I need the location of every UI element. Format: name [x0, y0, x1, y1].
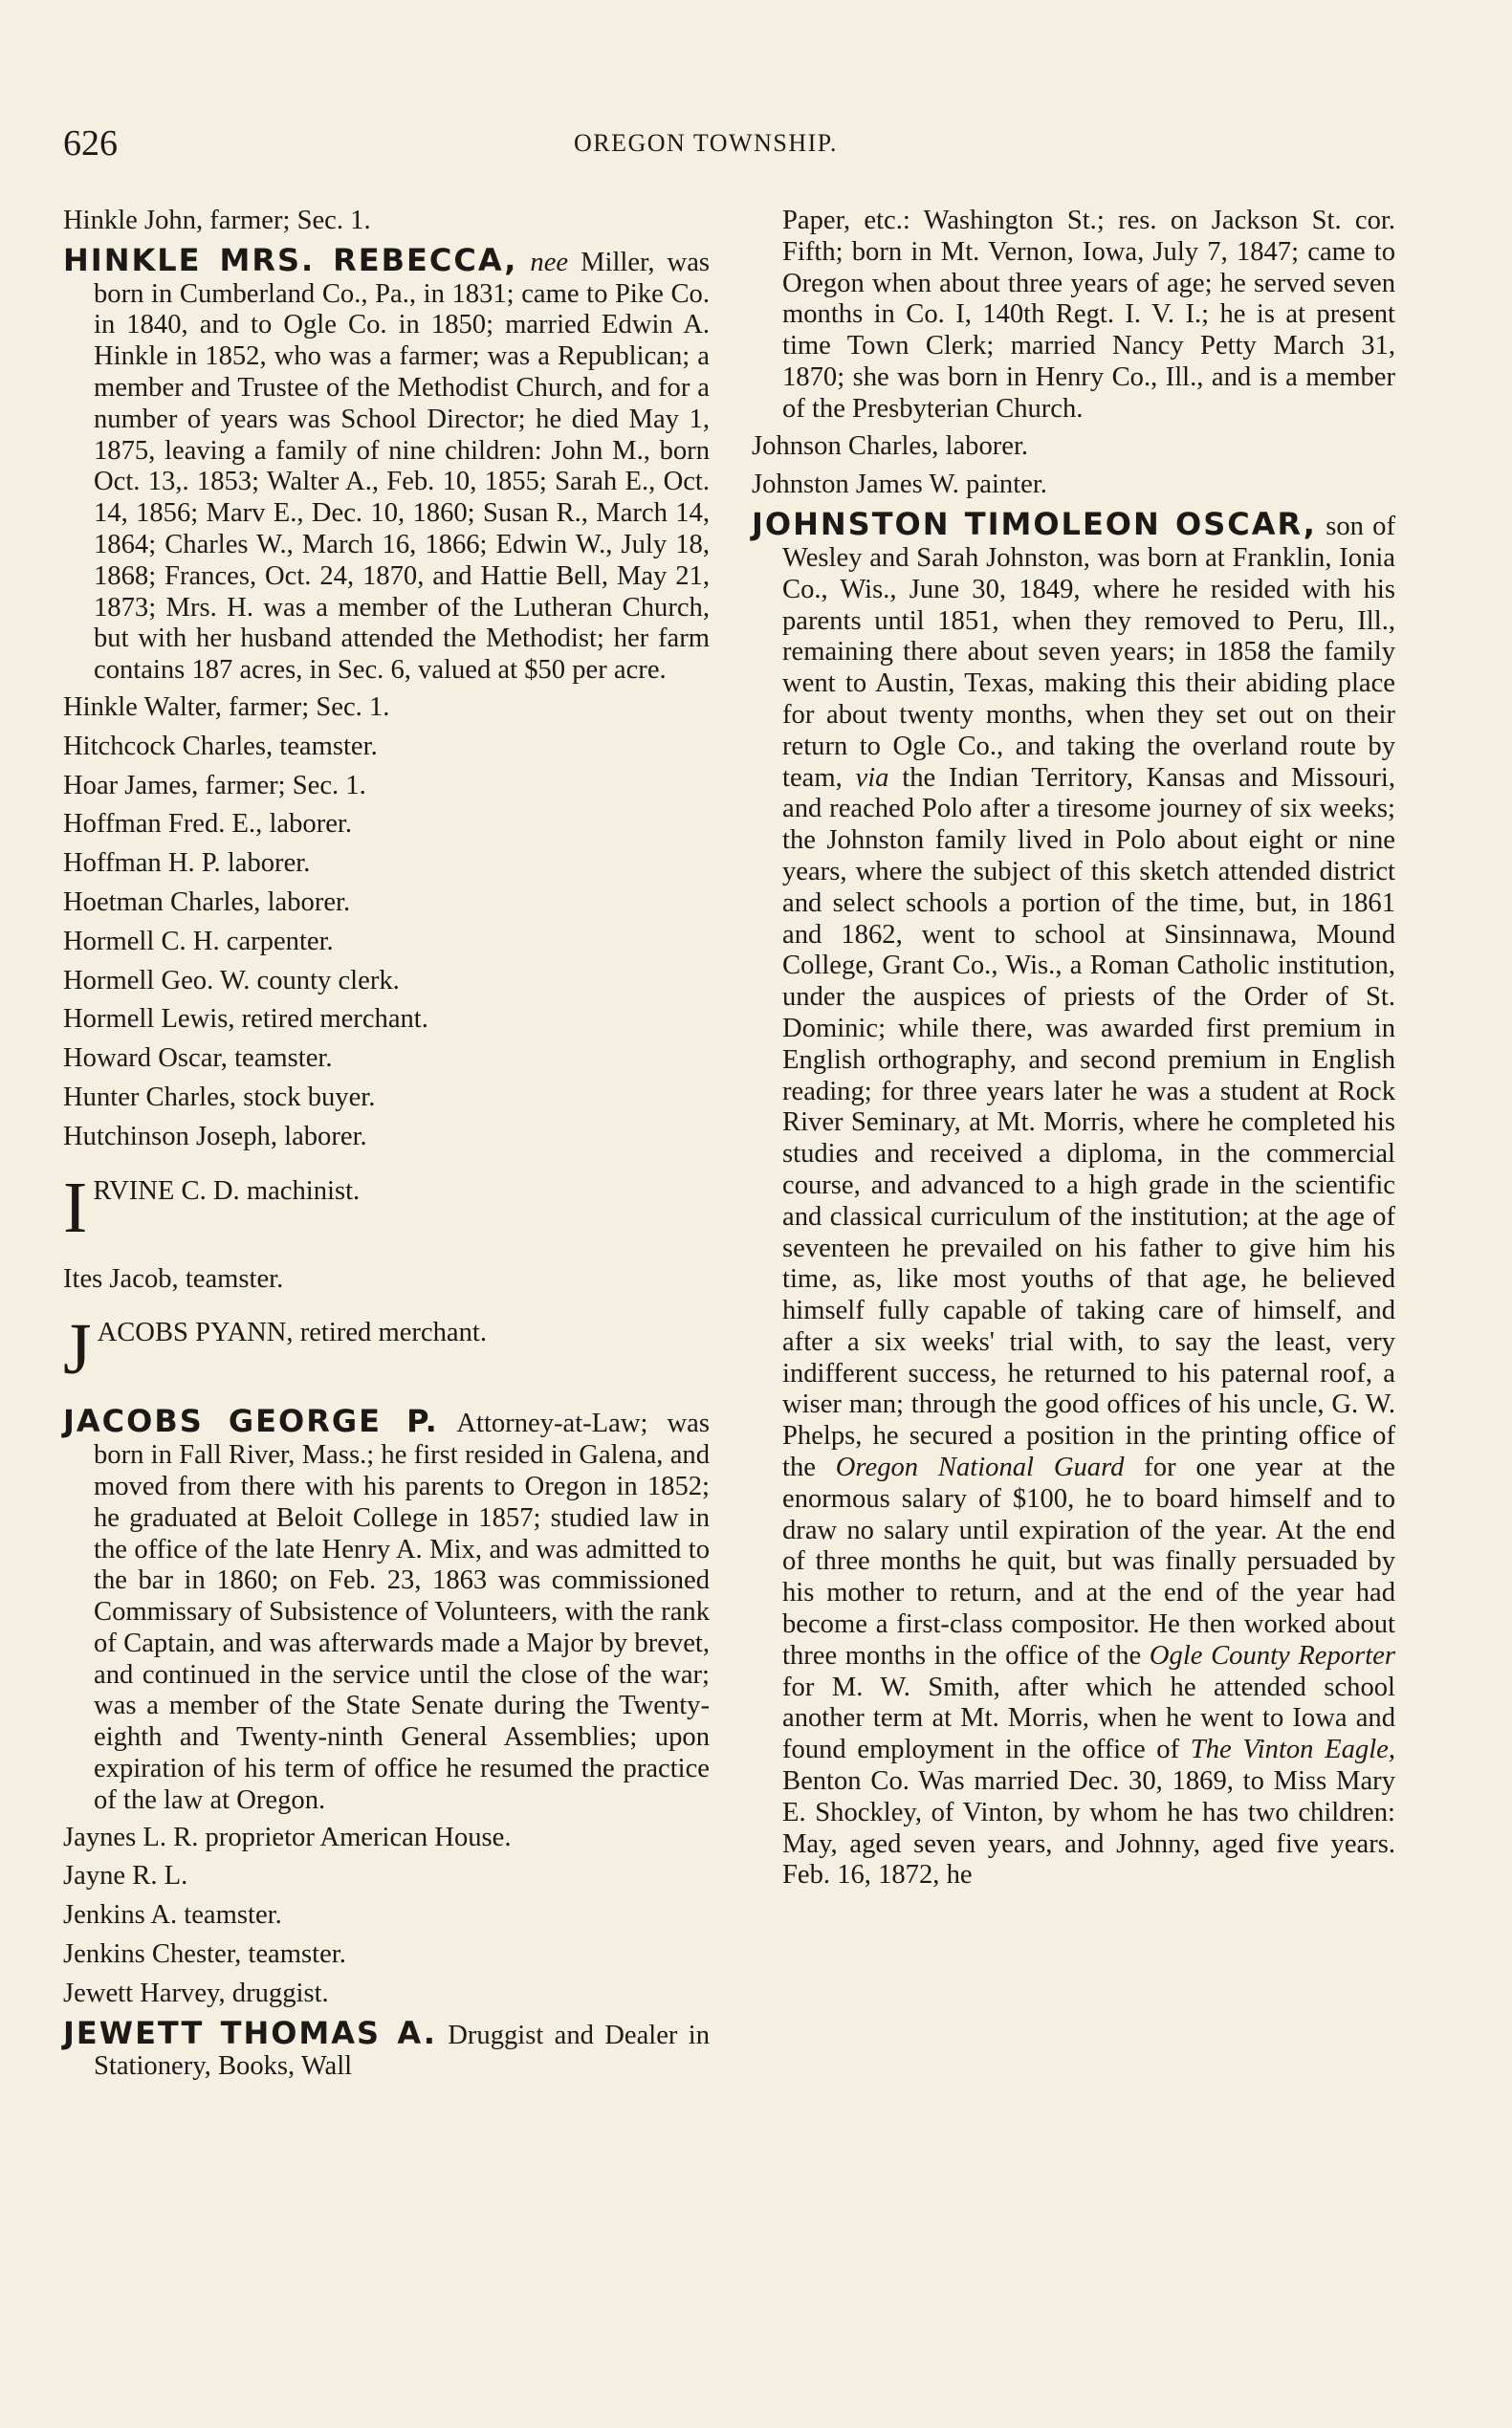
newspaper-title: The Vinton Eagle,	[1190, 1735, 1395, 1765]
newspaper-title: Ogle County Reporter	[1149, 1640, 1395, 1671]
entry-name: JOHNSTON TIMOLEON OSCAR,	[752, 506, 1317, 543]
italic-word: via	[855, 762, 889, 793]
list-item: Hormell Lewis, retired merchant.	[63, 1004, 428, 1035]
running-head: OREGON TOWNSHIP.	[574, 129, 838, 157]
list-item: Hormell Geo. W. county clerk.	[63, 965, 400, 995]
entry-name: JEWETT THOMAS A.	[63, 2014, 437, 2051]
entry-jewett-thomas-continued: Paper, etc.: Washington St.; res. on Jackson St. cor. Fifth; born in Mt. Vernon, Iowa, July 7, 1847; came to Oregon when about three years of age; he served seven months in Co. I, 140th Regt. I. V. I.; he is at present time Town Clerk; married Nancy Petty March 31, 1870; she was born in Henry Co., Ill., and is a member of the Presbyterian Church.	[782, 206, 1395, 424]
entry-johnson-charles: Johnson Charles, laborer.	[752, 430, 1029, 461]
left-column	[63, 206, 710, 2089]
newspaper-title: Oregon National Guard	[835, 1453, 1125, 1483]
list-item: Howard Oscar, teamster.	[63, 1043, 333, 1074]
list-item: Hoffman H. P. laborer.	[63, 848, 311, 879]
list-item: Jewett Harvey, druggist.	[63, 1978, 329, 2008]
list-item: Hinkle Walter, farmer; Sec. 1.	[63, 691, 390, 722]
list-item: Jenkins A. teamster.	[63, 1900, 282, 1931]
page-header	[63, 115, 1392, 172]
entry-text: Benton Co. Was married Dec. 30, 1869, to Miss Mary E. Shockley, of Vinton, by whom he has two children: May, aged seven years, and Johnny, aged five years. Feb. 16, 1872, he	[782, 1766, 1395, 1891]
entry-text: the Indian Territory, Kansas and Missouri, and reached Polo after a tiresome journey of six weeks; the Johnston family lived in Polo about eight or nine years, where the subject of this sketch attended district and select schools a portion of the time, but, in 1861 and 1862, went to school at Sinsinnawa, Mound College, Grant Co., Wis., a Roman Catholic institution, under the auspices of priests of the Order of St. Dominic; while there, was awarded first premium in English orthography, and second premium in English reading; for three years later he was a student at Rock River Seminary, at Mt. Morris, where he completed his studies and received a diploma, in the commercial course, and advanced to a high grade in the scientific and classical curriculum of the institution; at the age of seventeen he prevailed on his father to give him his time, as, like most youths of that age, he believed himself fully capable of taking care of himself, and after a six weeks' trial with, to say the least, very indifferent success, he returned to his paternal roof, a wiser man; through the good offices of his uncle, G. W. Phelps, he secured a position in the printing office of the	[782, 762, 1395, 1483]
entry-text: for one year at the enormous salary of $100, he to board himself and to draw no salary until expiration of the year. At the end of three months he quit, but was finally persuaded by his mother to return, and at the end of the year had become a first-class compositor. He then worked about three months in the office of the	[782, 1453, 1395, 1671]
entry-johnston-james: Johnston James W. painter.	[752, 470, 1047, 500]
entry-hinkle-john: Hinkle John, farmer; Sec. 1.	[63, 206, 371, 235]
list-item: Jayne R. L.	[63, 1861, 188, 1892]
list-item: Hoffman Fred. E., laborer.	[63, 809, 353, 840]
entry-ites: Ites Jacob, teamster.	[63, 1263, 284, 1294]
entry-name: HINKLE MRS. REBECCA,	[63, 241, 518, 278]
list-item: Hitchcock Charles, teamster.	[63, 731, 378, 761]
entry-text: for M. W. Smith, after which he attended school another term at Mt. Morris, when he went to Iowa and found employment in the office of	[782, 1672, 1395, 1765]
nee-word: nee	[530, 247, 569, 277]
entry-name: JACOBS GEORGE P.	[63, 1403, 439, 1440]
right-column	[752, 206, 1395, 1897]
section-initial-letter: I	[63, 1167, 88, 1248]
list-item: Hormell C. H. carpenter.	[63, 926, 334, 956]
list-item: Hunter Charles, stock buyer.	[63, 1082, 376, 1112]
entry-hinkle-rebecca	[63, 241, 711, 687]
entry-text: RVINE C. D. machinist.	[93, 1175, 361, 1206]
list-item: Hoar James, farmer; Sec. 1.	[63, 770, 366, 800]
entry-irvine	[63, 1167, 710, 1248]
entry-text: ACOBS PYANN, retired merchant.	[97, 1318, 487, 1348]
entry-text: Druggist and Dealer in Stationery, Books, Wall	[94, 2020, 710, 2082]
entry-jacobs-pyann	[63, 1309, 710, 1390]
entry-jacobs-george	[63, 1403, 710, 1816]
entry-text: Miller, was born in Cumberland Co., Pa., in 1831; came to Pike Co. in 1840, and to Ogle Co. in 1850; married Edwin A. Hinkle in 1852, who was a farmer; was a Republican; a member and Trustee of the Methodist Church, and for a number of years was School Director; he died May 1, 1875, leaving a family of nine children: John M., born Oct. 13,. 1853; Walter A., Feb. 10, 1855; Sarah E., Oct. 14, 1856; Marv E., Dec. 10, 1860; Susan R., March 14, 1864; Charles W., March 16, 1866; Edwin W., July 18, 1868; Frances, Oct. 24, 1870, and Hattie Bell, May 21, 1873; Mrs. H. was a member of the Lutheran Church, but with her husband attended the Methodist; her farm contains 187 acres, in Sec. 6, valued at $50 per acre.	[94, 247, 711, 686]
section-initial-letter: J	[63, 1309, 92, 1390]
list-item: Jaynes L. R. proprietor American House.	[63, 1822, 512, 1852]
list-item: Hoetman Charles, laborer.	[63, 886, 351, 917]
page-number: 626	[63, 123, 118, 164]
entry-text: son of Wesley and Sarah Johnston, was born at Franklin, Ionia Co., Wis., June 30, 1849, where he resided with his parents until 1851, when they removed to Peru, Ill., remaining there about seven years; in 1858 the family went to Austin, Texas, making this their abiding place for about twenty months, when they set out on their return to Ogle Co., and taking the overland route by team,	[782, 512, 1395, 793]
entry-johnston-timoleon	[752, 506, 1395, 1892]
list-item: Jenkins Chester, teamster.	[63, 1939, 346, 1970]
list-item: Hutchinson Joseph, laborer.	[63, 1121, 367, 1151]
entry-jewett-thomas	[63, 2014, 710, 2084]
entry-text: Attorney-at-Law; was born in Fall River, Mass.; he first resided in Galena, and moved from there with his parents to Oregon in 1852; he graduated at Beloit College in 1857; studied law in the office of the late Henry A. Mix, and was admitted to the bar in 1860; on Feb. 23, 1863 was commissioned Commissary of Subsistence of Volunteers, with the rank of Captain, and was afterwards made a Major by brevet, and continued in the service until the close of the war; was a member of the State Senate during the Twenty-eighth and Twenty-ninth General Assemblies; upon expiration of his term of office he resumed the practice of the law at Oregon.	[94, 1409, 710, 1815]
